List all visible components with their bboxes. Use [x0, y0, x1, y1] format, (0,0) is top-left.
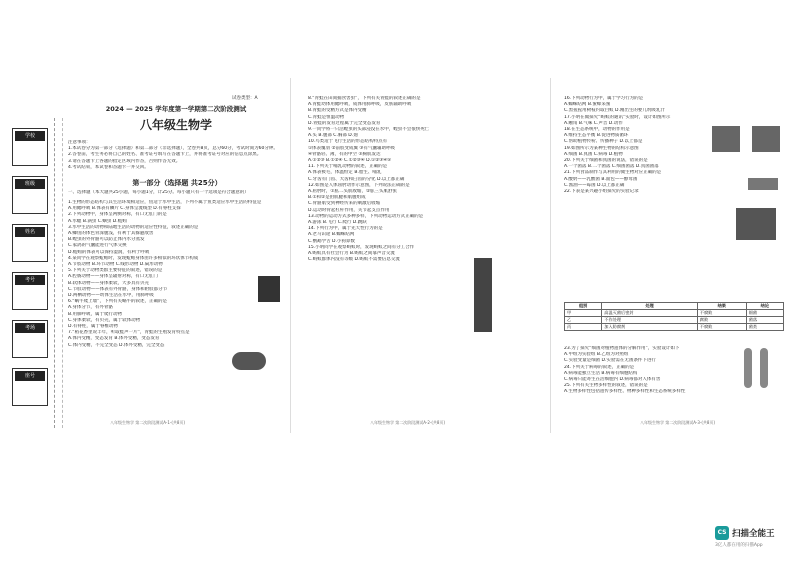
question-line: C.骨骼肌受到神经传来的刺激后收缩	[308, 201, 381, 207]
question-line: A.病毒能独立生活 B.病毒有细胞结构	[564, 370, 638, 376]
question-line: C.身体柔软，有贝壳，属于软体动物	[68, 317, 141, 323]
question-line: 24.下列关于病毒的叙述，正确的是	[564, 364, 635, 370]
binding-box: 考场	[12, 320, 48, 358]
watermark-name: 扫描全能王	[732, 529, 775, 539]
question-line: B.青蛙的受精方式是体内受精	[308, 108, 367, 114]
question-line: A.水螅 B.涡虫 C.蛔虫 D.蚯蚓	[68, 218, 127, 224]
question-line: 6.“蜗牛爬上墙”，下列有关蜗牛的叙述，正确的是	[68, 299, 167, 305]
fold-line	[550, 78, 551, 433]
question-line: 19.如图所示为某种生物的结构示意图	[564, 145, 639, 151]
binding-box: 姓名	[12, 224, 48, 262]
question-line: 21.下列食品制作与其利用的微生物对应正确的是	[564, 170, 662, 176]
question-line: 2.下列动物中，身体呈两侧对称，有口无肛门的是	[68, 212, 167, 218]
question-line: C.蚂蚁群体内没有等级 D.蚂蚁不需要信息交流	[308, 257, 400, 263]
question-line: 17.小明在做探究“蚂蚁的通讯”实验时，设计如图所示	[564, 114, 671, 120]
question-line: C.体内受精，不完全变态 D.体外受精，完全变态	[68, 342, 165, 348]
fold-line	[290, 78, 291, 433]
binding-line	[54, 118, 55, 428]
section-intro: 一、选择题（本大题共25小题，每小题1分，计25分。每小题只有一个选项是符合题意的）	[68, 190, 249, 195]
question-line: D.两栖动物——幼体生活在水中，用肺呼吸	[68, 293, 154, 299]
ant-experiment-illustration	[752, 126, 780, 152]
question-line: B.①和②是由肌腱和肌腹组成	[308, 195, 366, 201]
question-line: ④骨骼轻、薄，有的中空 ⑤胸肌发达	[308, 151, 381, 157]
question-line: 25.下列有关生物多样性的叙述，错误的是	[564, 383, 648, 389]
question-line: C.帮助植物传粉、传播种子 D.以上都是	[564, 139, 643, 145]
question-line: B.软体动物——身体柔软，大多具有贝壳	[68, 280, 150, 286]
question-line: A.蜘蛛结网 B.蜜蜂采蜜	[564, 102, 611, 108]
ant-experiment-illustration	[712, 126, 740, 152]
question-line: 23.为了探究“细菌对植物遗体的分解作用”，实验设计如下	[564, 346, 680, 351]
exam-subject: 八年级生物学	[139, 118, 212, 132]
question-line: A.游泳 B.飞行 C.爬行 D.跳跃	[308, 220, 367, 226]
question-line: A.触角 B.气味 C.声音 D.动作	[564, 120, 623, 126]
question-line: 5.下列关于动物类群主要特征的叙述，错误的是	[68, 268, 163, 274]
question-line: C.实验变量是细菌 D.实验需在无菌条件下进行	[564, 358, 656, 364]
question-line: 16.下列动物行为中，属于学习行为的是	[564, 96, 644, 101]
question-line: C.家鸽的气囊能进行气体交换	[68, 243, 127, 249]
question-line: 1.生物的形态结构与其生活环境相适应，鱼适于水中生活，下列不属于鱼类适应水中生活的特征是	[68, 200, 262, 205]
specimen-illustration	[748, 178, 778, 190]
table-header: 组别	[565, 303, 602, 310]
watermark-slogan: 3亿人都在用的扫描App	[715, 543, 763, 548]
question-line: A.头 B.腹部 C.胸部 D.翅	[308, 133, 358, 139]
question-line: A.用鳃呼吸 B.体表有鳞片 C.身体呈流线型 D.有脊柱支撑	[68, 206, 181, 212]
question-line: C.黑猩猩用树枝钓取白蚁 D.刚出生的婴儿吮吸乳汁	[564, 108, 665, 114]
question-line: C.节肢动物——体表有外骨骼，身体和附肢都分节	[68, 286, 168, 292]
question-line: C.鹦鹉学舌 D.小狗算数	[308, 238, 355, 244]
questions-column-3-after	[564, 346, 738, 396]
question-line: 9.一同学将一只活蝗虫的头部浸没在水中，蝗虫不会很快死亡	[308, 127, 430, 133]
table-header: 处理	[602, 303, 698, 310]
question-line: 11.下列关于哺乳动物的叙述，正确的是	[308, 164, 388, 170]
question-line: A.节肢动物 B.环节动物 C.线形动物 D.扁形动物	[68, 262, 163, 268]
page-footer: 八年级生物学 第二次阶段测试A-3-(共8页)	[640, 420, 716, 425]
question-line: 8.“青蛙在田间捕食害虫”，下列有关青蛙的叙述正确的是	[308, 96, 421, 101]
question-line: A.维持生态平衡 B.促进物质循环	[564, 133, 629, 139]
binding-box: 座号	[12, 368, 48, 406]
question-line: D.青蛙的发育过程属于完全变态发育	[308, 120, 381, 126]
section-title: 第一部分（选择题 共25分）	[132, 179, 222, 187]
question-line: B.蝗虫的外骨骼可以防止体内水分蒸发	[68, 237, 145, 243]
question-line: A.生物多样性包括遗传多样性、物种多样性和生态系统多样性	[564, 389, 686, 395]
question-line: 15.小明同学在观察蚂蚁时，发现蚂蚁之间有分工合作	[308, 244, 415, 250]
question-line: A.鲫鱼的体色背深腹浅，有利于其躲避敌害	[68, 231, 154, 237]
test-tube-illustration	[760, 348, 768, 388]
question-line: A.酸奶——乳酸菌 B.面包——酵母菌	[564, 176, 638, 182]
arm-muscle-illustration	[474, 258, 492, 332]
microorganism-illustration	[736, 208, 776, 240]
question-line: 10.鸟类适于飞行生活的形态结构特点有	[308, 139, 388, 145]
binding-strip	[12, 128, 48, 426]
questions-column-1	[68, 200, 278, 349]
question-line: 12.如图是人体屈肘动作示意图，下列说法正确的是	[308, 182, 410, 188]
question-line: C.病毒只能寄生在活细胞内 D.病毒都对人体有害	[564, 377, 661, 383]
scanner-watermark	[715, 526, 794, 548]
question-line: A.老马识途 B.蜘蛛结网	[308, 232, 355, 238]
question-line: A.①②③ B.①②④ C.①②③④ D.①②③④⑤	[308, 158, 392, 164]
exam-term: 2024 — 2025 学年度第一学期第二次阶段测试	[105, 105, 247, 113]
question-line: 22.下表是某兴趣小组探究的实验记录	[564, 189, 639, 195]
experiment-table	[564, 302, 784, 331]
table-row: 甲 高温灭菌后密封 不腐败 细菌	[565, 310, 784, 317]
binding-line	[62, 118, 63, 428]
question-line: D.蚯蚓的体表可以保持湿润，有利于呼吸	[68, 249, 150, 255]
table-header: 结论	[746, 303, 783, 310]
binding-box: 学校	[12, 128, 48, 166]
exam-type: 试卷类型：A	[232, 96, 258, 101]
question-line: A.蚂蚁具有社会行为 B.蚂蚁之间靠声音交流	[308, 251, 395, 257]
question-line: A.身体分节，有外骨骼	[68, 305, 113, 311]
question-line: C.酱油——霉菌 D.以上都正确	[564, 182, 625, 188]
question-line: A.腔肠动物——身体呈辐射对称，有口无肛门	[68, 274, 158, 280]
question-line: C.牙齿有门齿、犬齿和臼齿的分化 D.以上都正确	[308, 176, 405, 182]
page-footer: 八年级生物学 第二次阶段测试A-1-(共8页)	[110, 420, 186, 425]
binding-box: 班级	[12, 176, 48, 214]
test-tube-illustration	[744, 348, 752, 388]
bird-illustration	[258, 276, 280, 302]
binding-box: 考号	[12, 272, 48, 310]
question-line: A.甲组为实验组 B.乙组为对照组	[564, 352, 629, 358]
question-line: 20.下列关于细菌和真菌的说法，错误的是	[564, 158, 648, 164]
questions-column-2	[308, 96, 540, 263]
table-header: 结果	[697, 303, 746, 310]
question-line: A.体表被毛，体温恒定 B.胎生、哺乳	[308, 170, 382, 176]
question-line: ①体表覆羽 ②前肢变成翼 ③有气囊辅助呼吸	[308, 145, 395, 151]
question-line: A.体内受精，变态发育 B.体外受精，变态发育	[68, 336, 160, 342]
question-line: 18.在生态系统中，动物的作用是	[564, 127, 630, 133]
question-line: 14.下列行为中，属于先天性行为的是	[308, 226, 383, 232]
question-line: 7.“稻花香里说丰年，听取蛙声一片”，青蛙的生殖发育特点是	[68, 330, 190, 336]
question-line: A.青蛙幼体用鳃呼吸，成体用肺呼吸，皮肤辅助呼吸	[308, 102, 412, 108]
question-line: 4.某同学在观察蚯蚓时，发现蚯蚓身体由许多相似的环状体节构成	[68, 255, 199, 261]
question-line: 3.水中生活的动物和陆地生活的动物的适应性特征，叙述正确的是	[68, 224, 199, 230]
question-line: A.屈肘时，①肱二头肌收缩，②肱三头肌舒张	[308, 189, 397, 195]
question-line: D.有脊柱，属于脊椎动物	[68, 324, 118, 330]
question-line: A.细菌 B.真菌 C.病毒 D.植物	[564, 151, 623, 157]
question-line: 13.动物的运动方式多种多样，下列动物运动方式正确的是	[308, 213, 424, 219]
question-line: D.运动时骨起杠杆作用，关节起支点作用	[308, 207, 390, 213]
table-row: 丙 加入防腐剂 不腐败 菌类	[565, 324, 784, 331]
question-line: A.一个菌落 B.二个菌落 C.细菌菌落 D.真菌菌落	[564, 164, 659, 170]
snail-illustration	[232, 352, 266, 370]
page-footer: 八年级生物学 第二次阶段测试A-2-(共8页)	[370, 420, 446, 425]
instructions: 注意事项： 1.本试卷分为第一部分（选择题）和第二部分（非选择题），全卷共8页，总分60分，考试时间为60分钟。 2.答卷前，考生务必将自己的姓名、准考证号填写在答题卡上，并将准考证号对应的信息点涂黑。 3.请在答题卡上各题的指定区域内作答，否则作答无效。 4.考试结束，本试卷和答题卡一并交回。	[68, 140, 278, 170]
cs-logo-icon: CS	[715, 526, 729, 540]
question-line: C.青蛙是恒温动物	[308, 114, 345, 120]
table-row: 乙 不作处理 腐败 菌落	[565, 317, 784, 324]
question-line: B.用肺呼吸，属于爬行动物	[68, 311, 123, 317]
